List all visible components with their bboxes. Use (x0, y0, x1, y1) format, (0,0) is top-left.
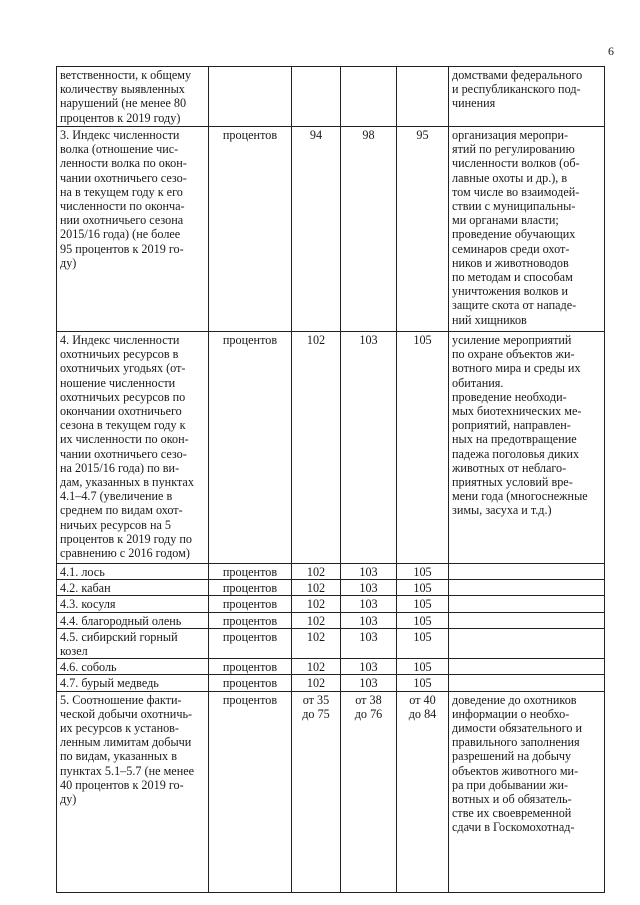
value-cell: 102 (292, 564, 341, 580)
value-cell: 103 (341, 659, 397, 675)
unit-cell: процентов (209, 675, 292, 691)
value-cell: от 38 до 76 (341, 691, 397, 892)
unit-cell: процентов (209, 580, 292, 596)
measures-cell: усиление мероприятий по охране объектов жи- вотного мира и среды их обитания. проведение необходи- мых биотехнических ме- роприятий, направлен- ных на предотвращение падежа поголовья диких животных от неблаго- приятных условий вре- мени года (многоснежные зимы, засуха и т.д.) (449, 332, 605, 564)
value-cell: 102 (292, 675, 341, 691)
measures-cell (449, 564, 605, 580)
value-cell: 103 (341, 596, 397, 612)
indicators-table (56, 66, 605, 893)
table-row (57, 628, 605, 658)
table-row (57, 691, 605, 892)
indicator-cell: 4.6. соболь (57, 659, 209, 675)
value-cell: 103 (341, 332, 397, 564)
unit-cell: процентов (209, 332, 292, 564)
indicator-cell: 4.4. благородный олень (57, 612, 209, 628)
indicator-cell: 4.7. бурый медведь (57, 675, 209, 691)
value-cell: 103 (341, 675, 397, 691)
indicator-cell: 4. Индекс численности охотничьих ресурсов в охотничьих угодьях (от- ношение численности охотничьих ресурсов по окончании охотничьего сезона в текущем году к их численности по окон- чании охотничьего сезо- на 2015/16 года) по ви- дам, указанных в пунктах 4.1–4.7 (увеличение в среднем по видам охот- ничьих ресурсов на 5 процентов к 2019 году по сравнению с 2016 годом) (57, 332, 209, 564)
value-cell: от 35 до 75 (292, 691, 341, 892)
value-cell: 105 (397, 612, 449, 628)
unit-cell: процентов (209, 612, 292, 628)
indicator-cell: 3. Индекс численности волка (отношение чис- ленности волка по окон- чании охотничьего сезо- на в текущем году к его численности по оконча- нии охотничьего сезона 2015/16 года) (не более 95 процентов к 2019 го- ду) (57, 127, 209, 332)
value-cell: 105 (397, 675, 449, 691)
table-row (57, 127, 605, 332)
value-cell: 102 (292, 596, 341, 612)
measures-cell (449, 659, 605, 675)
value-cell: 103 (341, 580, 397, 596)
measures-cell: организация меропри- ятий по регулированию численности волков (об- лавные охоты и др.), в том числе во взаимодей- ствии с муниципальны- ми органами власти; проведение обучающих семинаров среди охот- ников и животноводов по методам и способам уничтожения волков и защите скота от нападе- ний хищников (449, 127, 605, 332)
unit-cell: процентов (209, 596, 292, 612)
measures-cell (449, 628, 605, 658)
unit-cell: процентов (209, 659, 292, 675)
table-row (57, 659, 605, 675)
value-cell: 103 (341, 612, 397, 628)
value-cell: 94 (292, 127, 341, 332)
value-cell: от 40 до 84 (397, 691, 449, 892)
indicator-cell: 4.5. сибирский горный козел (57, 628, 209, 658)
table-row (57, 67, 605, 127)
value-cell: 105 (397, 332, 449, 564)
measures-cell (449, 675, 605, 691)
table-row (57, 580, 605, 596)
measures-cell (449, 580, 605, 596)
value-cell (292, 67, 341, 127)
measures-cell (449, 612, 605, 628)
value-cell (341, 67, 397, 127)
value-cell: 98 (341, 127, 397, 332)
value-cell (397, 67, 449, 127)
value-cell: 103 (341, 628, 397, 658)
unit-cell: процентов (209, 127, 292, 332)
unit-cell: процентов (209, 628, 292, 658)
unit-cell (209, 67, 292, 127)
value-cell: 105 (397, 564, 449, 580)
value-cell: 105 (397, 628, 449, 658)
indicator-cell: 5. Соотношение факти- ческой добычи охотничь- их ресурсов к установ- ленным лимитам добычи по видам, указанных в пунктах 5.1–5.7 (не менее 40 процентов к 2019 го- ду) (57, 691, 209, 892)
value-cell: 95 (397, 127, 449, 332)
table-row (57, 675, 605, 691)
indicator-cell: 4.2. кабан (57, 580, 209, 596)
indicator-cell: 4.3. косуля (57, 596, 209, 612)
value-cell: 105 (397, 659, 449, 675)
table-row (57, 596, 605, 612)
value-cell: 103 (341, 564, 397, 580)
value-cell: 102 (292, 332, 341, 564)
page-number: 6 (608, 44, 614, 58)
value-cell: 102 (292, 612, 341, 628)
table-row (57, 564, 605, 580)
unit-cell: процентов (209, 691, 292, 892)
indicator-cell: ветственности, к общему количеству выявленных нарушений (не менее 80 процентов к 2019 году) (57, 67, 209, 127)
measures-cell: доведение до охотников информации о необхо- димости обязательного и правильного заполнения разрешений на добычу объектов животного ми- ра при добывании жи- вотных и об обязатель- стве их своевременной сдачи в Госкомохотнад- (449, 691, 605, 892)
table-row (57, 612, 605, 628)
unit-cell: процентов (209, 564, 292, 580)
value-cell: 102 (292, 628, 341, 658)
indicator-cell: 4.1. лось (57, 564, 209, 580)
value-cell: 105 (397, 580, 449, 596)
value-cell: 105 (397, 596, 449, 612)
table-row (57, 332, 605, 564)
value-cell: 102 (292, 580, 341, 596)
measures-cell: домствами федерального и республиканского под- чинения (449, 67, 605, 127)
value-cell: 102 (292, 659, 341, 675)
measures-cell (449, 596, 605, 612)
